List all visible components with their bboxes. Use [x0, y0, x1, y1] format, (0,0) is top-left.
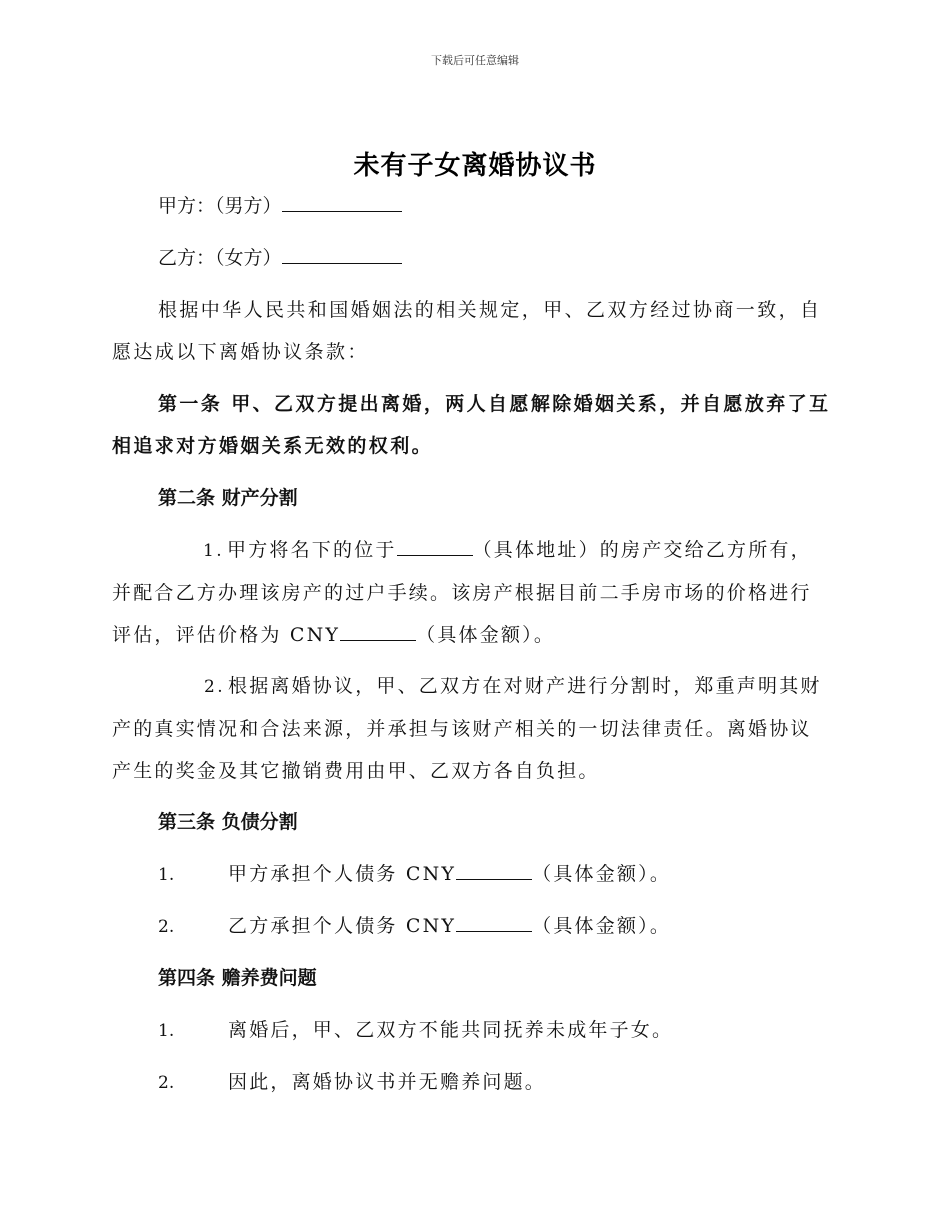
party-a-line: [158, 185, 838, 227]
article-2-item-2-num: 2.: [204, 677, 226, 697]
article-2-item-1: [112, 529, 832, 656]
valuation-amount-blank[interactable]: [340, 614, 416, 641]
article-3-heading: 第三条 负债分割: [158, 811, 298, 833]
article-3-item-2-text-a: 乙方承担个人债务 CNY: [228, 915, 457, 937]
article-3-item-2-num: 2.: [158, 917, 175, 937]
article-4-item-2-num: 2.: [158, 1073, 175, 1093]
party-a-blank[interactable]: [282, 185, 402, 212]
intro-paragraph: 根据中华人民共和国婚姻法的相关规定，甲、乙双方经过协商一致，自愿达成以下离婚协议条款：: [112, 299, 822, 363]
party-b-debt-blank[interactable]: [456, 905, 532, 932]
party-a-label: 甲方：（男方）: [158, 195, 282, 217]
article-2-item-1-text-a: 甲方将名下的位于: [227, 539, 397, 561]
page-header-note: 下载后可任意编辑: [431, 54, 519, 67]
article-3-item-1-text-a: 甲方承担个人债务 CNY: [228, 863, 457, 885]
article-4-item-1-text: 离婚后，甲、乙双方不能共同抚养未成年子女。: [228, 1019, 674, 1041]
article-2-item-2: [112, 665, 832, 792]
article-2-heading: 第二条 财产分割: [158, 487, 298, 509]
document-title: 未有子女离婚协议书: [353, 151, 597, 181]
article-4-item-1-num: 1.: [158, 1021, 175, 1041]
party-b-label: 乙方：（女方）: [158, 247, 282, 269]
article-4-item-2-text: 因此，离婚协议书并无赡养问题。: [228, 1071, 547, 1093]
article-3-item-1: [158, 853, 838, 896]
party-a-debt-blank[interactable]: [456, 853, 532, 880]
article-2-item-2-text: 根据离婚协议，甲、乙双方在对财产进行分割时，郑重声明其财产的真实情况和合法来源，并承担与该财产相关的一切法律责任。离婚协议产生的奖金及其它撤销费用由甲、乙双方各自负担。: [112, 675, 822, 782]
article-2-item-1-text-c: （具体金额）。: [416, 624, 556, 646]
article-3-item-2-text-b: （具体金额）。: [532, 915, 672, 937]
article-3-item-2: [158, 905, 838, 948]
article-4-heading: 第四条 赡养费问题: [158, 967, 317, 989]
article-2-item-1-text-b: （具体地址）的房产交给乙方所有，并配合乙方办理该房产的过户手续。该房产根据目前二手房市场的价格进行评估，评估价格为 CNY: [112, 539, 812, 646]
article-2-item-1-num: 1.: [203, 541, 225, 561]
article-4-item-2: [158, 1061, 838, 1104]
party-b-line: [158, 237, 838, 279]
article-3-item-1-text-b: （具体金额）。: [532, 863, 672, 885]
party-b-blank[interactable]: [282, 237, 402, 264]
article-1-paragraph: 第一条 甲、乙双方提出离婚，两人自愿解除婚姻关系，并自愿放弃了互相追求对方婚姻关系无效的权利。: [112, 393, 831, 457]
address-blank[interactable]: [397, 529, 473, 556]
article-4-item-1: [158, 1009, 838, 1052]
article-3-item-1-num: 1.: [158, 865, 175, 885]
